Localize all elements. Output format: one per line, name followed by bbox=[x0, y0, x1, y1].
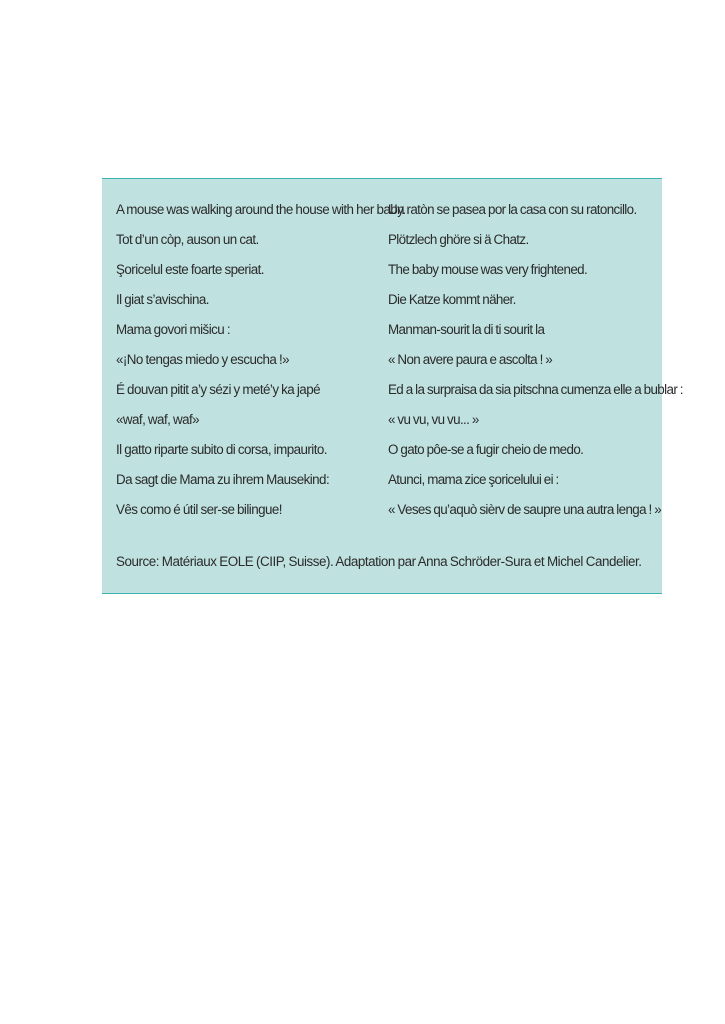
story-column-right bbox=[388, 199, 683, 529]
story-line: « Veses qu’aquò sièrv de saupre una autra lenga ! » bbox=[388, 502, 662, 517]
story-line: Il giat s’avischina. bbox=[116, 292, 209, 307]
story-column-left bbox=[116, 199, 406, 529]
story-box bbox=[102, 178, 683, 594]
story-line: Da sagt die Mama zu ihrem Mausekind: bbox=[116, 472, 330, 487]
story-line: Vês como é útil ser-se bilingue! bbox=[116, 502, 282, 517]
story-line: «¡No tengas miedo y escucha !» bbox=[116, 352, 290, 367]
story-line: Un ratòn se pasea por la casa con su ratoncillo. bbox=[388, 202, 637, 217]
story-line: « Non avere paura e ascolta ! » bbox=[388, 352, 553, 367]
story-line: Il gatto riparte subito di corsa, impaurito. bbox=[116, 442, 327, 457]
story-line: Manman-sourit la di ti sourit la bbox=[388, 322, 545, 337]
story-line: Atunci, mama zice şoricelului ei : bbox=[388, 472, 559, 487]
story-line: The baby mouse was very frightened. bbox=[388, 262, 588, 277]
story-line: « vu vu, vu vu... » bbox=[388, 412, 479, 427]
story-line: A mouse was walking around the house with her baby. bbox=[116, 202, 406, 217]
story-line: É douvan pitit a’y sézi y meté’y ka japé bbox=[116, 382, 320, 397]
story-line: Şoricelul este foarte speriat. bbox=[116, 262, 264, 277]
story-line: Die Katze kommt näher. bbox=[388, 292, 516, 307]
story-line: Ed a la surpraisa da sia pitschna cumenza elle a bublar : bbox=[388, 382, 683, 397]
source-citation: Source: Matériaux EOLE (CIIP, Suisse). Adaptation par Anna Schröder-Sura et Michel Candelier. bbox=[116, 554, 642, 569]
story-line: O gato pôe-se a fugir cheio de medo. bbox=[388, 442, 584, 457]
story-line: Mama govori mišicu : bbox=[116, 322, 230, 337]
story-line: «waf, waf, waf» bbox=[116, 412, 200, 427]
story-line: Plötzlech ghöre si ä Chatz. bbox=[388, 232, 529, 247]
story-line: Tot d’un còp, auson un cat. bbox=[116, 232, 259, 247]
